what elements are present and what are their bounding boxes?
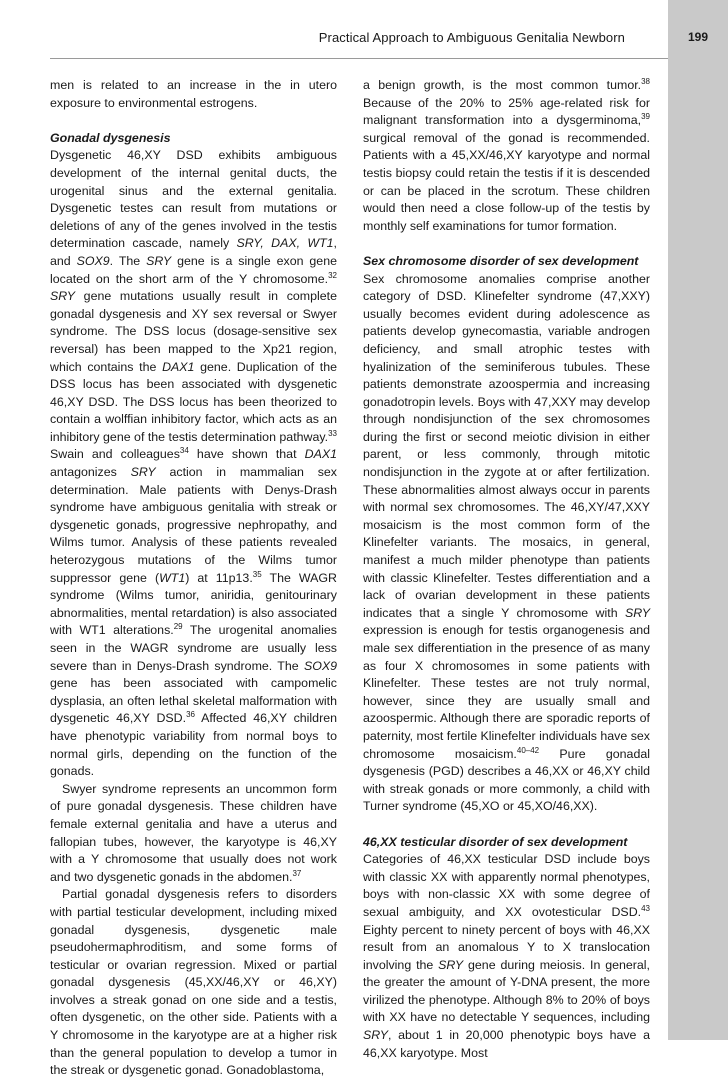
citation: 40–42 xyxy=(516,745,540,755)
paragraph: Sex chromosome anomalies comprise another category of DSD. Klinefelter syndrome (47,XXY) usually becomes evident during adolescence as patients develop gynecomastia, variable androgen deficiency, and small atrophic testes with hyalinization of the seminiferous tubules. These patients demonstrate azoospermia and increasing gonadotropin levels. Boys with 47,XXY may develop through nondisjunction of the sex chromosomes during the first or second meiotic division in either parent, or less commonly, through mitotic nondisjunction in the zygote at or after fertilization. These abnormalities almost always occur in parents with normal sex chromosomes. The 46,XY/47,XXY mosaicism is the most common form of the Klinefelter variants. The mosaics, in general, manifest a much milder phenotype than patients with classic Klinefelter. Testes differentiation and a lack of ovarian development in these patients indicates that a single Y chromosome with SRY expression is enough for testis organogenesis and male sex differentiation in the presence of as many as four X chromosomes in some patients with Klinefelter. These testes are not truly normal, however, since they are usually small and azoospermic. Although there are sporadic reports of paternity, most fertile Klinefelter individuals have sex chromosome mosaicism.$^{40-42}$ Pure gonadal dysgenesis (PGD) describes a 46,XX or 46,XY child with streak gonads or more commonly, a child with Turner syndrome (45,XO or 45,XO/46,XX). xyxy=(363,271,650,814)
left-column xyxy=(50,77,337,1080)
page-number: 199 xyxy=(687,30,709,44)
section-heading: Gonadal dysgenesis xyxy=(50,130,171,145)
paragraph: Dysgenetic 46,XY DSD exhibits ambiguous development of the internal genital ducts, the urogenital sinus and the external genitalia. Dysgenetic testes can result from mutations or deletions of any of the genes involved in the testis determination cascade, namely SRY, DAX, WT1, and SOX9. The SRY gene is a single exon gene located on the short arm of the Y chromosome.$^{32}$ SRY gene mutations usually result in complete gonadal dysgenesis and XY sex reversal or Swyer syndrome. The DSS locus (dosage-sensitive sex reversal) has been mapped to the Xp21 region, which contains the DAX1 gene. Duplication of the DSS locus has been associated with dysgenetic 46,XY DSD. The DSS locus has been theorized to contain a wolffian inhibitory factor, which acts as an inhibitory gene of the testis determination pathway.$^{33}$ Swain and colleagues$^{34}$ have shown that DAX1 antagonizes SRY action in mammalian sex determination. Male patients with Denys-Drash syndrome have ambiguous genitalia with streak or dysgenetic gonads, progressive nephropathy, and Wilms tumor. Analysis of these patients revealed heterozygous mutations of the Wilms tumor suppressor gene (WT1) at 11p13.35 The WAGR syndrome (Wilms tumor, aniridia, genitourinary abnormalities, mental retardation) is also associated with WT1 alterations.$^{29}$ The urogenital anomalies seen in the WAGR syndrome are usually less severe than in Denys-Drash syndrome. The SOX9 gene has been associated with campomelic dysplasia, an often lethal skeletal malformation with dysgenetic 46,XY DSD.$^{36}$ Affected 46,XY children have phenotypic variability from normal boys to normal girls, depending on the function of the gonads. xyxy=(50,148,337,779)
citation: 33 xyxy=(328,428,337,438)
citation: 38 xyxy=(641,77,650,86)
paragraph: men is related to an increase in the in utero exposure to environmental estrogens. xyxy=(50,78,337,110)
citation: 36 xyxy=(186,710,195,720)
running-title: Practical Approach to Ambiguous Genitalia Newborn xyxy=(318,30,625,45)
paragraph: Partial gonadal dysgenesis refers to disorders with partial testicular development, including mixed gonadal dysgenesis, dysgenetic male pseudohermaphroditism, and some forms of testicular or ovarian regression. Mixed or partial gonadal dysgenesis (45,XX/46,XY or 46,XY) involves a streak gonad on one side and a testis, often dysgenetic, on the other side. Patients with a Y chromosome in the karyotype are at a higher risk than the general population to develop a tumor in the streak or dysgenetic gonad. Gonadoblastoma, xyxy=(50,887,337,1078)
section-heading: 46,XX testicular disorder of sex development xyxy=(363,834,628,849)
citation: 29 xyxy=(173,622,183,632)
header-rule xyxy=(50,58,668,59)
citation: 43 xyxy=(641,903,650,913)
right-column xyxy=(363,77,650,1062)
page-edge-tab xyxy=(668,0,728,1040)
citation: 35 xyxy=(252,569,262,579)
citation: 34 xyxy=(179,446,189,456)
paragraph: Swyer syndrome represents an uncommon form of pure gonadal dysgenesis. These children have female external genitalia and have a uterus and fallopian tubes, however, the karyotype is 46,XY with a Y chromosome that usually does not work and two dysgenetic gonads in the abdomen.$^{37}$ xyxy=(50,781,337,884)
paragraph: Categories of 46,XX testicular DSD include boys with classic XX with apparently normal phenotypes, boys with non-classic XX with some degree of sexual ambiguity, and XX ovotesticular DSD.$^{43}$ Eighty percent to ninety percent of boys with 46,XX result from an anomalous Y to X translocation involving the SRY gene during meiosis. In general, the greater the amount of Y-DNA present, the more virilized the phenotype. Although 8% to 20% of boys with XX have no detectable Y sequences, including SRY, about 1 in 20,000 phenotypic boys have a 46,XX karyotype. Most xyxy=(363,852,650,1060)
citation: 39 xyxy=(641,112,650,122)
paragraph: a benign growth, is the most common tumor.$^{38}$ Because of the 20% to 25% age-related risk for malignant transformation into a dysgerminoma,$^{39}$ surgical removal of the gonad is recommended. Patients with a 45,XX/46,XY karyotype and normal testis biopsy could retain the testis if it is descended or can be placed in the scrotum. These children would then need a close follow-up of the testis by monthly self examinations for tumor formation. xyxy=(363,77,650,233)
citation: 32 xyxy=(328,270,337,280)
section-heading: Sex chromosome disorder of sex development xyxy=(363,253,639,268)
citation: 37 xyxy=(292,868,302,878)
